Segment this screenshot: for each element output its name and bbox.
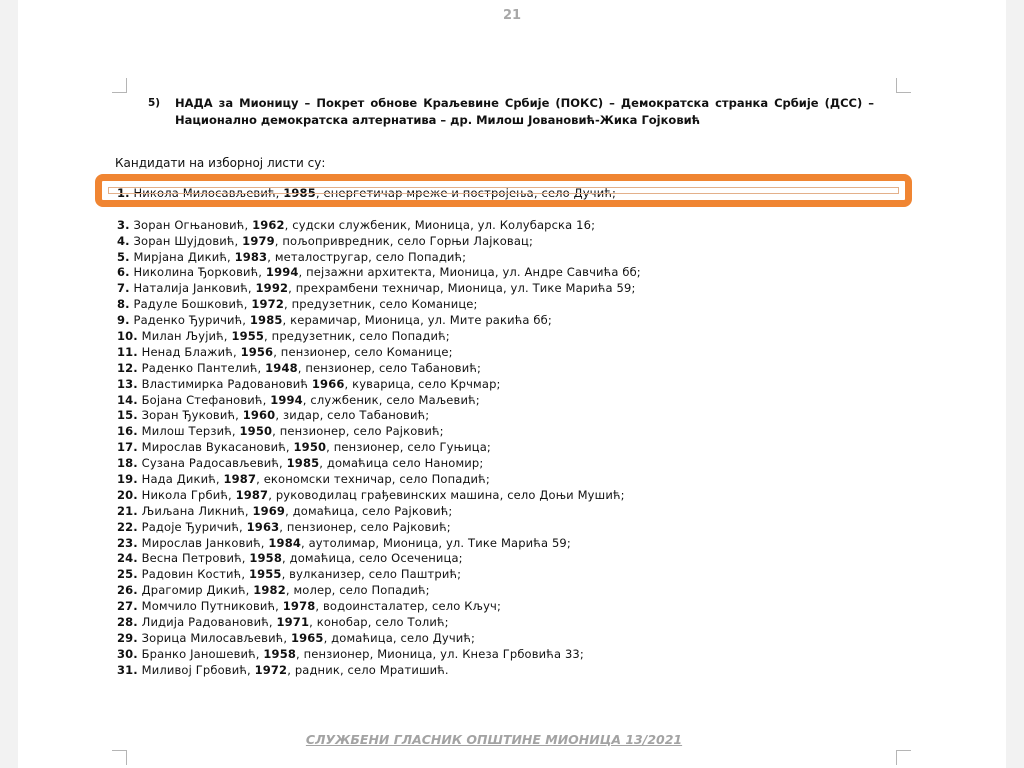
- candidate-number: 10.: [117, 329, 138, 344]
- candidate-birth-year: 1979: [242, 233, 275, 248]
- candidate-details: , аутолимар, Мионица, ул. Тике Марића 59;: [301, 535, 571, 550]
- candidate-item: [117, 424, 641, 440]
- candidate-birth-year: 1948: [265, 360, 298, 375]
- candidate-number: 20.: [117, 487, 138, 502]
- candidate-number: 31.: [117, 662, 138, 677]
- candidate-number: 7.: [117, 281, 130, 296]
- candidate-number: 6.: [117, 265, 130, 280]
- candidate-name: Ненад Блажић,: [141, 344, 237, 359]
- candidate-birth-year: 1960: [242, 408, 276, 423]
- candidate-item: [117, 472, 641, 488]
- candidate-item: [117, 265, 641, 281]
- candidate-details: , конобар, село Толић;: [309, 615, 449, 630]
- crop-mark-top-right: [896, 78, 911, 93]
- candidate-number: 21.: [117, 503, 138, 518]
- candidate-birth-year: 1972: [254, 662, 288, 677]
- candidate-name: Мирослав Јанковић,: [141, 535, 265, 550]
- candidate-name: Милан Љујић,: [141, 329, 228, 344]
- candidate-name: Никола Милосављевић,: [133, 186, 280, 200]
- candidate-details: , прехрамбени техничар, Мионица, ул. Тике Марића 59;: [288, 281, 636, 296]
- candidate-item: [117, 345, 641, 361]
- candidate-name: Раденко Ђуричић,: [133, 313, 247, 328]
- candidate-number: 25.: [117, 567, 138, 582]
- candidate-birth-year: 1994: [265, 265, 299, 280]
- candidate-number: 26.: [117, 583, 138, 598]
- candidate-item: [117, 599, 641, 615]
- intro-text: Кандидати на изборној листи су:: [115, 156, 326, 170]
- candidate-item: [117, 329, 641, 345]
- candidate-number: 8.: [117, 297, 130, 312]
- candidate-item: [117, 393, 641, 409]
- candidate-birth-year: 1969: [252, 503, 286, 518]
- candidate-birth-year: 1987: [235, 487, 269, 502]
- candidate-name: Момчило Путниковић,: [141, 599, 279, 614]
- candidate-name: Сузана Радосављевић,: [141, 456, 283, 471]
- candidate-item: [117, 663, 641, 679]
- candidate-name: Мирослав Вукасановић,: [141, 440, 290, 455]
- candidate-birth-year: 1962: [252, 217, 285, 232]
- heading-text: НАДА за Мионицу – Покрет обнове Краљевине Србије (ПОКС) – Демократска странка Србије (ДСС) – Национално демократска алтернатива – др. Милош Јовановић-Жика Гојковић: [175, 96, 874, 127]
- candidate-number: 4.: [117, 233, 130, 248]
- candidate-item: [117, 520, 641, 536]
- candidate-details: , руководилац грађевинских машина, село Доњи Мушић;: [268, 487, 625, 502]
- candidate-birth-year: 1972: [251, 297, 284, 312]
- candidate-details: , домаћица, село Осеченица;: [281, 551, 463, 566]
- candidate-name: Бранко Јаношевић,: [141, 646, 260, 661]
- candidate-item: [117, 234, 641, 250]
- candidate-details: , пољопривредник, село Горњи Лајковац;: [274, 233, 534, 248]
- candidate-number: 30.: [117, 646, 138, 661]
- candidate-name: Властимирка Радовановић: [141, 376, 309, 391]
- candidate-item: [117, 250, 641, 266]
- candidate-name: Нада Дикић,: [141, 472, 220, 487]
- candidate-birth-year: 1958: [263, 646, 296, 661]
- candidate-item: [117, 631, 641, 647]
- candidate-details: , радник, село Мратишић.: [287, 662, 449, 677]
- candidate-details: , керамичар, Мионица, ул. Мите ракића бб;: [282, 313, 552, 328]
- candidate-details: , домаћица, село Дучић;: [323, 630, 476, 645]
- candidate-birth-year: 1987: [223, 472, 257, 487]
- candidate-name: Радуле Бошковић,: [133, 297, 248, 312]
- candidate-details: , молер, село Попадић;: [285, 583, 430, 598]
- candidate-name: Миливој Грбовић,: [141, 662, 251, 677]
- candidate-name: Љиљана Ликнић,: [141, 503, 249, 518]
- candidate-details: , домаћица село Наномир;: [319, 456, 484, 471]
- candidate-details: , вулканизер, село Паштрић;: [281, 567, 462, 582]
- candidate-details: , пејзажни архитекта, Мионица, ул. Андре Савчића бб;: [298, 265, 641, 280]
- candidate-number: 11.: [117, 344, 138, 359]
- heading-number: 5): [148, 97, 161, 109]
- candidate-item: [117, 583, 641, 599]
- candidate-number: 16.: [117, 424, 138, 439]
- candidate-item: [117, 281, 641, 297]
- candidate-name: Николина Ђорковић,: [133, 265, 263, 280]
- candidate-item: [117, 218, 641, 234]
- candidate-name: Радовин Костић,: [141, 567, 246, 582]
- candidate-number: 15.: [117, 408, 138, 423]
- candidate-item: [117, 297, 641, 313]
- candidate-birth-year: 1978: [282, 599, 316, 614]
- candidate-item: [117, 615, 641, 631]
- candidate-name: Драгомир Дикић,: [141, 583, 250, 598]
- candidate-details: , домаћица, село Рајковић;: [285, 503, 453, 518]
- candidate-item: [117, 536, 641, 552]
- candidate-details: , предузетник, село Команице;: [283, 297, 478, 312]
- candidate-item: [117, 313, 641, 329]
- list-heading: [148, 95, 874, 129]
- crop-mark-top-left: [112, 78, 127, 93]
- page-number: 21: [502, 8, 522, 23]
- candidate-details: , куварица, село Крчмар;: [344, 376, 501, 391]
- candidate-number: 1.: [117, 186, 130, 200]
- candidate-item: [117, 377, 641, 393]
- candidate-birth-year: 1985: [249, 313, 283, 328]
- candidate-details: , службеник, село Маљевић;: [302, 392, 480, 407]
- highlight-box-inner: [108, 187, 899, 194]
- candidate-details: , водоинсталатер, село Кључ;: [315, 599, 502, 614]
- candidate-birth-year: 1971: [276, 615, 310, 630]
- candidate-number: 23.: [117, 535, 138, 550]
- candidate-details: , судски службеник, Мионица, ул. Колубарска 16;: [284, 217, 596, 232]
- candidate-birth-year: 1966: [311, 376, 345, 391]
- footer-gazette-title: СЛУЖБЕНИ ГЛАСНИК ОПШТИНЕ МИОНИЦА 13/2021: [305, 732, 683, 747]
- candidate-name: Весна Петровић,: [141, 551, 246, 566]
- candidate-name: Лидија Радовановић,: [141, 615, 273, 630]
- candidate-birth-year: 1984: [268, 535, 301, 550]
- covered-line-mask: [102, 207, 905, 211]
- candidate-item: [117, 361, 641, 377]
- candidate-details: , пензионер, село Табановић;: [297, 360, 482, 375]
- candidate-number: 9.: [117, 313, 130, 328]
- candidate-number: 22.: [117, 519, 138, 534]
- candidate-details: , пензионер, село Гуњица;: [326, 440, 491, 455]
- candidate-details: , економски техничар, село Попадић;: [256, 472, 490, 487]
- candidate-name: Мирјана Дикић,: [133, 249, 231, 264]
- candidate-item: [117, 647, 641, 663]
- candidate-name: Зоран Ђуковић,: [141, 408, 239, 423]
- candidate-name: Наталија Јанковић,: [133, 281, 252, 296]
- candidate-item: [117, 456, 641, 472]
- candidate-item: [117, 567, 641, 583]
- candidate-birth-year: 1955: [231, 329, 265, 344]
- candidate-name: Раденко Пантелић,: [141, 360, 262, 375]
- candidate-birth-year: 1950: [239, 424, 273, 439]
- candidate-birth-year: 1950: [293, 440, 327, 455]
- candidate-name: Радоје Ђуричић,: [141, 519, 243, 534]
- candidate-number: 5.: [117, 249, 130, 264]
- candidate-item: [117, 551, 641, 567]
- candidate-birth-year: 1956: [240, 344, 274, 359]
- candidate-details: , металостругар, село Попадић;: [267, 249, 467, 264]
- candidate-name: Зоран Шујдовић,: [133, 233, 239, 248]
- candidate-number: 14.: [117, 392, 138, 407]
- candidate-number: 13.: [117, 376, 138, 391]
- crop-mark-bottom-left: [112, 750, 127, 765]
- candidate-details: , пензионер, село Рајковић;: [279, 519, 451, 534]
- candidate-birth-year: 1994: [270, 392, 303, 407]
- candidate-details: , енергетичар мреже и постројења, село Дучић;: [315, 186, 616, 200]
- candidate-name: Зоран Огњановић,: [133, 217, 249, 232]
- candidate-number: 18.: [117, 456, 138, 471]
- candidate-birth-year: 1963: [246, 519, 280, 534]
- candidate-details: , предузетник, село Попадић;: [264, 329, 450, 344]
- candidate-number: 12.: [117, 360, 138, 375]
- candidate-number: 17.: [117, 440, 138, 455]
- candidate-name: Милош Терзић,: [141, 424, 236, 439]
- candidate-birth-year: 1958: [249, 551, 282, 566]
- candidate-item: [117, 488, 641, 504]
- candidate-birth-year: 1985: [286, 456, 320, 471]
- candidate-details: , пензионер, Мионица, ул. Кнеза Грбовића 33;: [296, 646, 584, 661]
- candidate-number: 24.: [117, 551, 138, 566]
- candidate-number: 29.: [117, 630, 138, 645]
- candidate-item: [117, 408, 641, 424]
- candidate-name: Зорица Милосављевић,: [141, 630, 288, 645]
- candidate-item: [117, 504, 641, 520]
- candidate-birth-year: 1983: [234, 249, 268, 264]
- candidate-birth-year: 1955: [248, 567, 282, 582]
- candidate-details: , пензионер, село Команице;: [273, 344, 453, 359]
- candidate-name: Никола Грбић,: [141, 487, 232, 502]
- highlight-box: [95, 174, 912, 207]
- candidate-number: 27.: [117, 599, 138, 614]
- candidate-birth-year: 1965: [290, 630, 324, 645]
- candidate-number: 19.: [117, 472, 138, 487]
- candidate-number: 28.: [117, 615, 138, 630]
- candidate-item: [117, 440, 641, 456]
- candidate-list: [117, 178, 641, 679]
- crop-mark-bottom-right: [896, 750, 911, 765]
- candidate-birth-year: 1985: [283, 186, 316, 200]
- candidate-birth-year: 1992: [255, 281, 289, 296]
- candidate-number: 3.: [117, 217, 130, 232]
- candidate-details: , зидар, село Табановић;: [275, 408, 430, 423]
- candidate-details: , пензионер, село Рајковић;: [272, 424, 444, 439]
- candidate-birth-year: 1982: [253, 583, 286, 598]
- candidate-name: Бојана Стефановић,: [141, 392, 267, 407]
